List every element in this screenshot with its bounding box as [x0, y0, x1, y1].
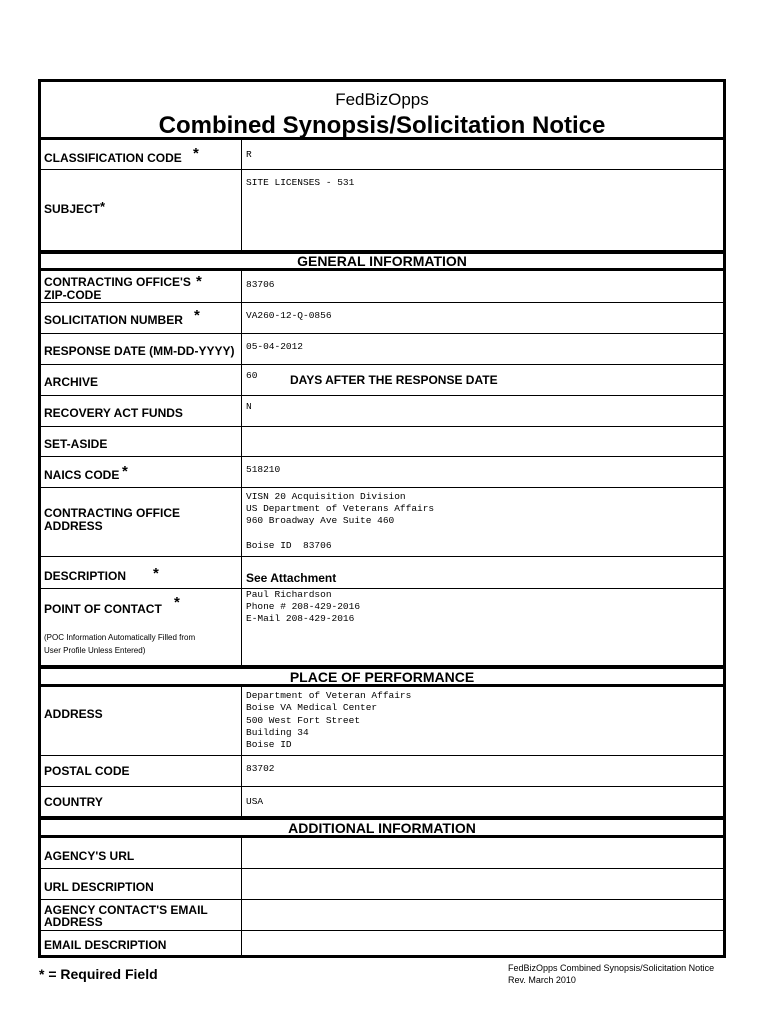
form-title: Combined Synopsis/Solicitation Notice: [158, 112, 606, 139]
form-revision: Rev. March 2010: [508, 975, 576, 985]
solicitation-number-field[interactable]: [242, 303, 723, 333]
performance-address-line: 500 West Fort Street: [246, 715, 361, 726]
subject-label: SUBJECT: [44, 202, 101, 216]
postal-code-label: POSTAL CODE: [44, 764, 130, 778]
archive-label: ARCHIVE: [44, 375, 99, 389]
subject-row: [41, 170, 723, 251]
postal-code-field[interactable]: [242, 756, 723, 786]
subject-value: SITE LICENSES - 531: [246, 177, 355, 188]
contact-email-row: [41, 900, 723, 931]
country-label: COUNTRY: [44, 795, 103, 809]
section-general-title: GENERAL INFORMATION: [297, 253, 467, 269]
archive-field[interactable]: [242, 365, 723, 395]
email-description-row: [41, 931, 723, 955]
contact-email-field[interactable]: [242, 900, 723, 930]
archive-suffix: DAYS AFTER THE RESPONSE DATE: [290, 373, 498, 387]
office-address-label-line1: CONTRACTING OFFICE: [44, 506, 180, 520]
naics-code-row: [41, 457, 723, 488]
required-star: *: [196, 273, 202, 290]
description-value: See Attachment: [246, 571, 337, 585]
email-description-field[interactable]: [242, 931, 723, 955]
office-address-label-line2: ADDRESS: [44, 519, 103, 533]
section-additional-title: ADDITIONAL INFORMATION: [288, 820, 476, 836]
form-revision-info: [508, 962, 714, 986]
postal-code-row: [41, 756, 723, 787]
section-place-of-performance: [41, 666, 723, 687]
set-aside-label: SET-ASIDE: [44, 437, 108, 451]
performance-address-line: Boise ID: [246, 739, 292, 750]
performance-address-line: Department of Veteran Affairs: [246, 690, 412, 701]
office-address-line: US Department of Veterans Affairs: [246, 503, 435, 514]
url-description-row: [41, 869, 723, 900]
office-address-line: VISN 20 Acquisition Division: [246, 491, 406, 502]
response-date-row: [41, 334, 723, 365]
required-star: *: [193, 145, 199, 162]
point-of-contact-field[interactable]: [242, 589, 723, 665]
contact-email-label-line1: AGENCY CONTACT'S EMAIL: [44, 903, 208, 917]
country-row: [41, 787, 723, 817]
form-name: FedBizOpps Combined Synopsis/Solicitation Notice: [508, 963, 715, 973]
office-address-row: [41, 488, 723, 557]
postal-code-value: 83702: [246, 763, 275, 774]
zip-code-value: 83706: [246, 279, 275, 290]
classification-code-row: [41, 140, 723, 170]
set-aside-row: [41, 427, 723, 457]
required-star: *: [100, 199, 106, 214]
description-row: [41, 557, 723, 589]
url-description-field[interactable]: [242, 869, 723, 899]
country-value: USA: [246, 796, 264, 807]
office-address-line: Boise ID 83706: [246, 540, 332, 551]
performance-address-row: [41, 687, 723, 756]
recovery-act-row: [41, 396, 723, 427]
solicitation-number-value: VA260-12-Q-0856: [246, 310, 332, 321]
solicitation-number-label: SOLICITATION NUMBER: [44, 313, 183, 327]
zip-code-label-line1: CONTRACTING OFFICE'S: [44, 275, 191, 289]
performance-address-line: Boise VA Medical Center: [246, 702, 378, 713]
solicitation-number-row: [41, 303, 723, 334]
recovery-act-value: N: [246, 401, 252, 412]
naics-code-label: NAICS CODE: [44, 468, 120, 482]
section-performance-title: PLACE OF PERFORMANCE: [289, 669, 475, 685]
country-field[interactable]: [242, 787, 723, 816]
archive-value: 60: [246, 370, 258, 381]
zip-code-row: [41, 271, 723, 303]
classification-code-label: CLASSIFICATION CODE: [44, 151, 182, 165]
contact-email-label-line2: ADDRESS: [44, 915, 103, 929]
required-star: *: [174, 594, 180, 611]
agency-url-field[interactable]: [242, 838, 723, 868]
subject-field[interactable]: [242, 170, 723, 250]
performance-address-line: Building 34: [246, 727, 309, 738]
naics-code-field[interactable]: [242, 457, 723, 487]
point-of-contact-label: POINT OF CONTACT: [44, 602, 162, 616]
performance-address-field[interactable]: [242, 687, 723, 755]
required-field-note: * = Required Field: [39, 966, 158, 982]
performance-address-label: ADDRESS: [44, 707, 103, 721]
response-date-label: RESPONSE DATE (MM-DD-YYYY): [44, 344, 235, 358]
url-description-label: URL DESCRIPTION: [44, 880, 154, 894]
set-aside-field[interactable]: [242, 427, 723, 456]
required-star: *: [122, 463, 128, 480]
zip-code-label-line2: ZIP-CODE: [44, 288, 102, 302]
recovery-act-label: RECOVERY ACT FUNDS: [44, 406, 183, 420]
office-address-field[interactable]: [242, 488, 723, 556]
office-address-line: 960 Broadway Ave Suite 460: [246, 515, 395, 526]
email-description-label: EMAIL DESCRIPTION: [44, 938, 167, 952]
classification-code-field[interactable]: [242, 140, 723, 169]
agency-url-row: [41, 838, 723, 869]
classification-code-value: R: [246, 149, 252, 160]
section-additional-information: [41, 817, 723, 838]
description-field[interactable]: [242, 557, 723, 588]
required-star: *: [153, 565, 159, 582]
response-date-value: 05-04-2012: [246, 341, 304, 352]
poc-line: Paul Richardson: [246, 589, 332, 600]
response-date-field[interactable]: [242, 334, 723, 364]
poc-note-line1: (POC Information Automatically Filled from: [44, 633, 196, 642]
zip-code-field[interactable]: [242, 271, 723, 302]
poc-note-line2: User Profile Unless Entered): [44, 646, 146, 655]
poc-line: E-Mail 208-429-2016: [246, 613, 355, 624]
solicitation-form: [38, 79, 726, 958]
agency-url-label: AGENCY'S URL: [44, 849, 135, 863]
archive-row: [41, 365, 723, 396]
form-org: FedBizOpps: [335, 90, 429, 109]
recovery-act-field[interactable]: [242, 396, 723, 426]
form-header: [41, 82, 723, 140]
poc-line: Phone # 208-429-2016: [246, 601, 361, 612]
required-star: *: [194, 307, 200, 324]
point-of-contact-row: [41, 589, 723, 666]
description-label: DESCRIPTION: [44, 569, 127, 583]
naics-code-value: 518210: [246, 464, 281, 475]
section-general-information: [41, 251, 723, 271]
